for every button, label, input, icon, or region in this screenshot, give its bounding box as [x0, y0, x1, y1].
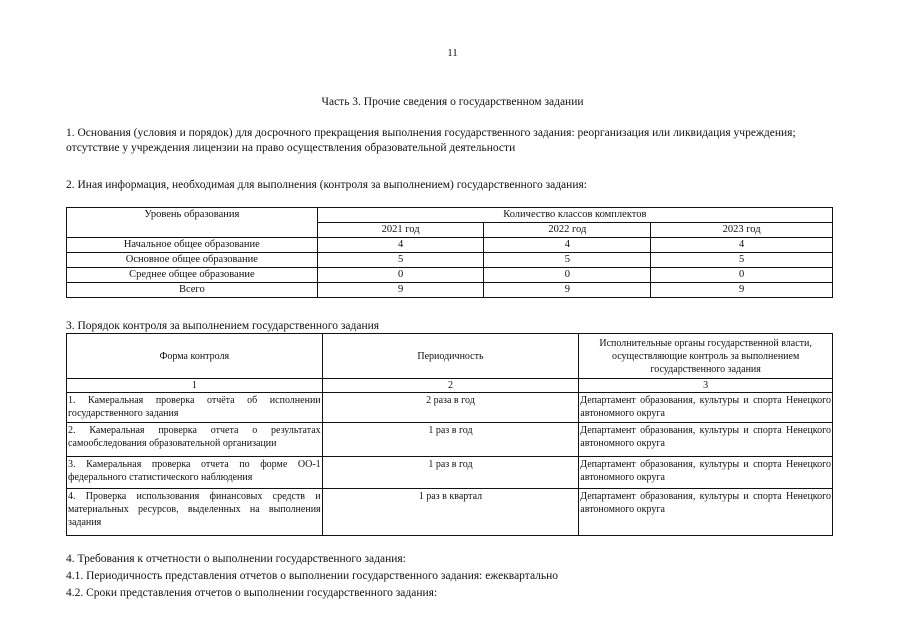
value-cell: 9 — [317, 283, 484, 298]
form-cell: 3. Камеральная проверка отчета по форме ОО-1 федерального статистического наблюдения — [67, 457, 323, 489]
column-number: 1 — [67, 379, 323, 393]
header-year: 2021 год — [317, 223, 484, 238]
form-cell: 4. Проверка использования финансовых средств и материальных ресурсов, выделенных на выполнения задания — [67, 489, 323, 536]
header-period: Периодичность — [322, 334, 579, 379]
table-row — [67, 489, 833, 536]
header-year: 2022 год — [484, 223, 651, 238]
header-level: Уровень образования — [67, 208, 318, 238]
value-cell: 0 — [317, 268, 484, 283]
period-cell: 2 раза в год — [322, 393, 579, 423]
table-row — [67, 283, 833, 298]
period-cell: 1 раз в квартал — [322, 489, 579, 536]
value-cell: 9 — [484, 283, 651, 298]
level-cell: Основное общее образование — [67, 253, 318, 268]
section2-heading: 2. Иная информация, необходимая для выполнения (контроля за выполнением) государственного задания: — [66, 179, 587, 191]
organ-cell: Департамент образования, культуры и спорта Ненецкого автономного округа — [579, 457, 833, 489]
value-cell: 5 — [651, 253, 833, 268]
page-number: 11 — [447, 47, 458, 59]
class-count-table — [66, 207, 833, 298]
column-number: 3 — [579, 379, 833, 393]
value-cell: 9 — [651, 283, 833, 298]
control-table — [66, 333, 833, 536]
level-cell: Начальное общее образование — [67, 238, 318, 253]
value-cell: 4 — [317, 238, 484, 253]
table-row — [67, 393, 833, 423]
level-cell: Среднее общее образование — [67, 268, 318, 283]
organ-cell: Департамент образования, культуры и спорта Ненецкого автономного округа — [579, 423, 833, 457]
table-row — [67, 268, 833, 283]
table-row — [67, 423, 833, 457]
column-number: 2 — [322, 379, 579, 393]
organ-cell: Департамент образования, культуры и спорта Ненецкого автономного округа — [579, 489, 833, 536]
table-row — [67, 253, 833, 268]
table-row — [67, 238, 833, 253]
form-cell: 2. Камеральная проверка отчета о результатах самообследования образовательной организации — [67, 423, 323, 457]
header-year: 2023 год — [651, 223, 833, 238]
section4-item-1: 4.1. Периодичность представления отчетов о выполнении государственного задания: ежеквартально — [66, 570, 559, 582]
period-cell: 1 раз в год — [322, 457, 579, 489]
form-cell: 1. Камеральная проверка отчёта об исполнении государственного задания — [67, 393, 323, 423]
section4-heading: 4. Требования к отчетности о выполнении государственного задания: — [66, 553, 406, 565]
value-cell: 4 — [651, 238, 833, 253]
section3-heading: 3. Порядок контроля за выполнением государственного задания — [66, 320, 380, 332]
section1-text: 1. Основания (условия и порядок) для досрочного прекращения выполнения государственного задания: реорганизация или ликвидация учреждения; отсутствие у учреждения лицензии на право осуществления образовательной деятельности — [66, 127, 796, 154]
value-cell: 5 — [317, 253, 484, 268]
header-form: Форма контроля — [67, 334, 323, 379]
header-organ: Исполнительные органы государственной власти, осуществляющие контроль за выполнением государственного задания — [579, 334, 833, 379]
value-cell: 0 — [651, 268, 833, 283]
page-title: Часть 3. Прочие сведения о государственном задании — [321, 96, 584, 108]
value-cell: 5 — [484, 253, 651, 268]
header-count: Количество классов комплектов — [317, 208, 832, 223]
organ-cell: Департамент образования, культуры и спорта Ненецкого автономного округа — [579, 393, 833, 423]
period-cell: 1 раз в год — [322, 423, 579, 457]
value-cell: 4 — [484, 238, 651, 253]
level-cell: Всего — [67, 283, 318, 298]
section4-item-2: 4.2. Сроки представления отчетов о выполнении государственного задания: — [66, 587, 438, 599]
table-row — [67, 457, 833, 489]
value-cell: 0 — [484, 268, 651, 283]
